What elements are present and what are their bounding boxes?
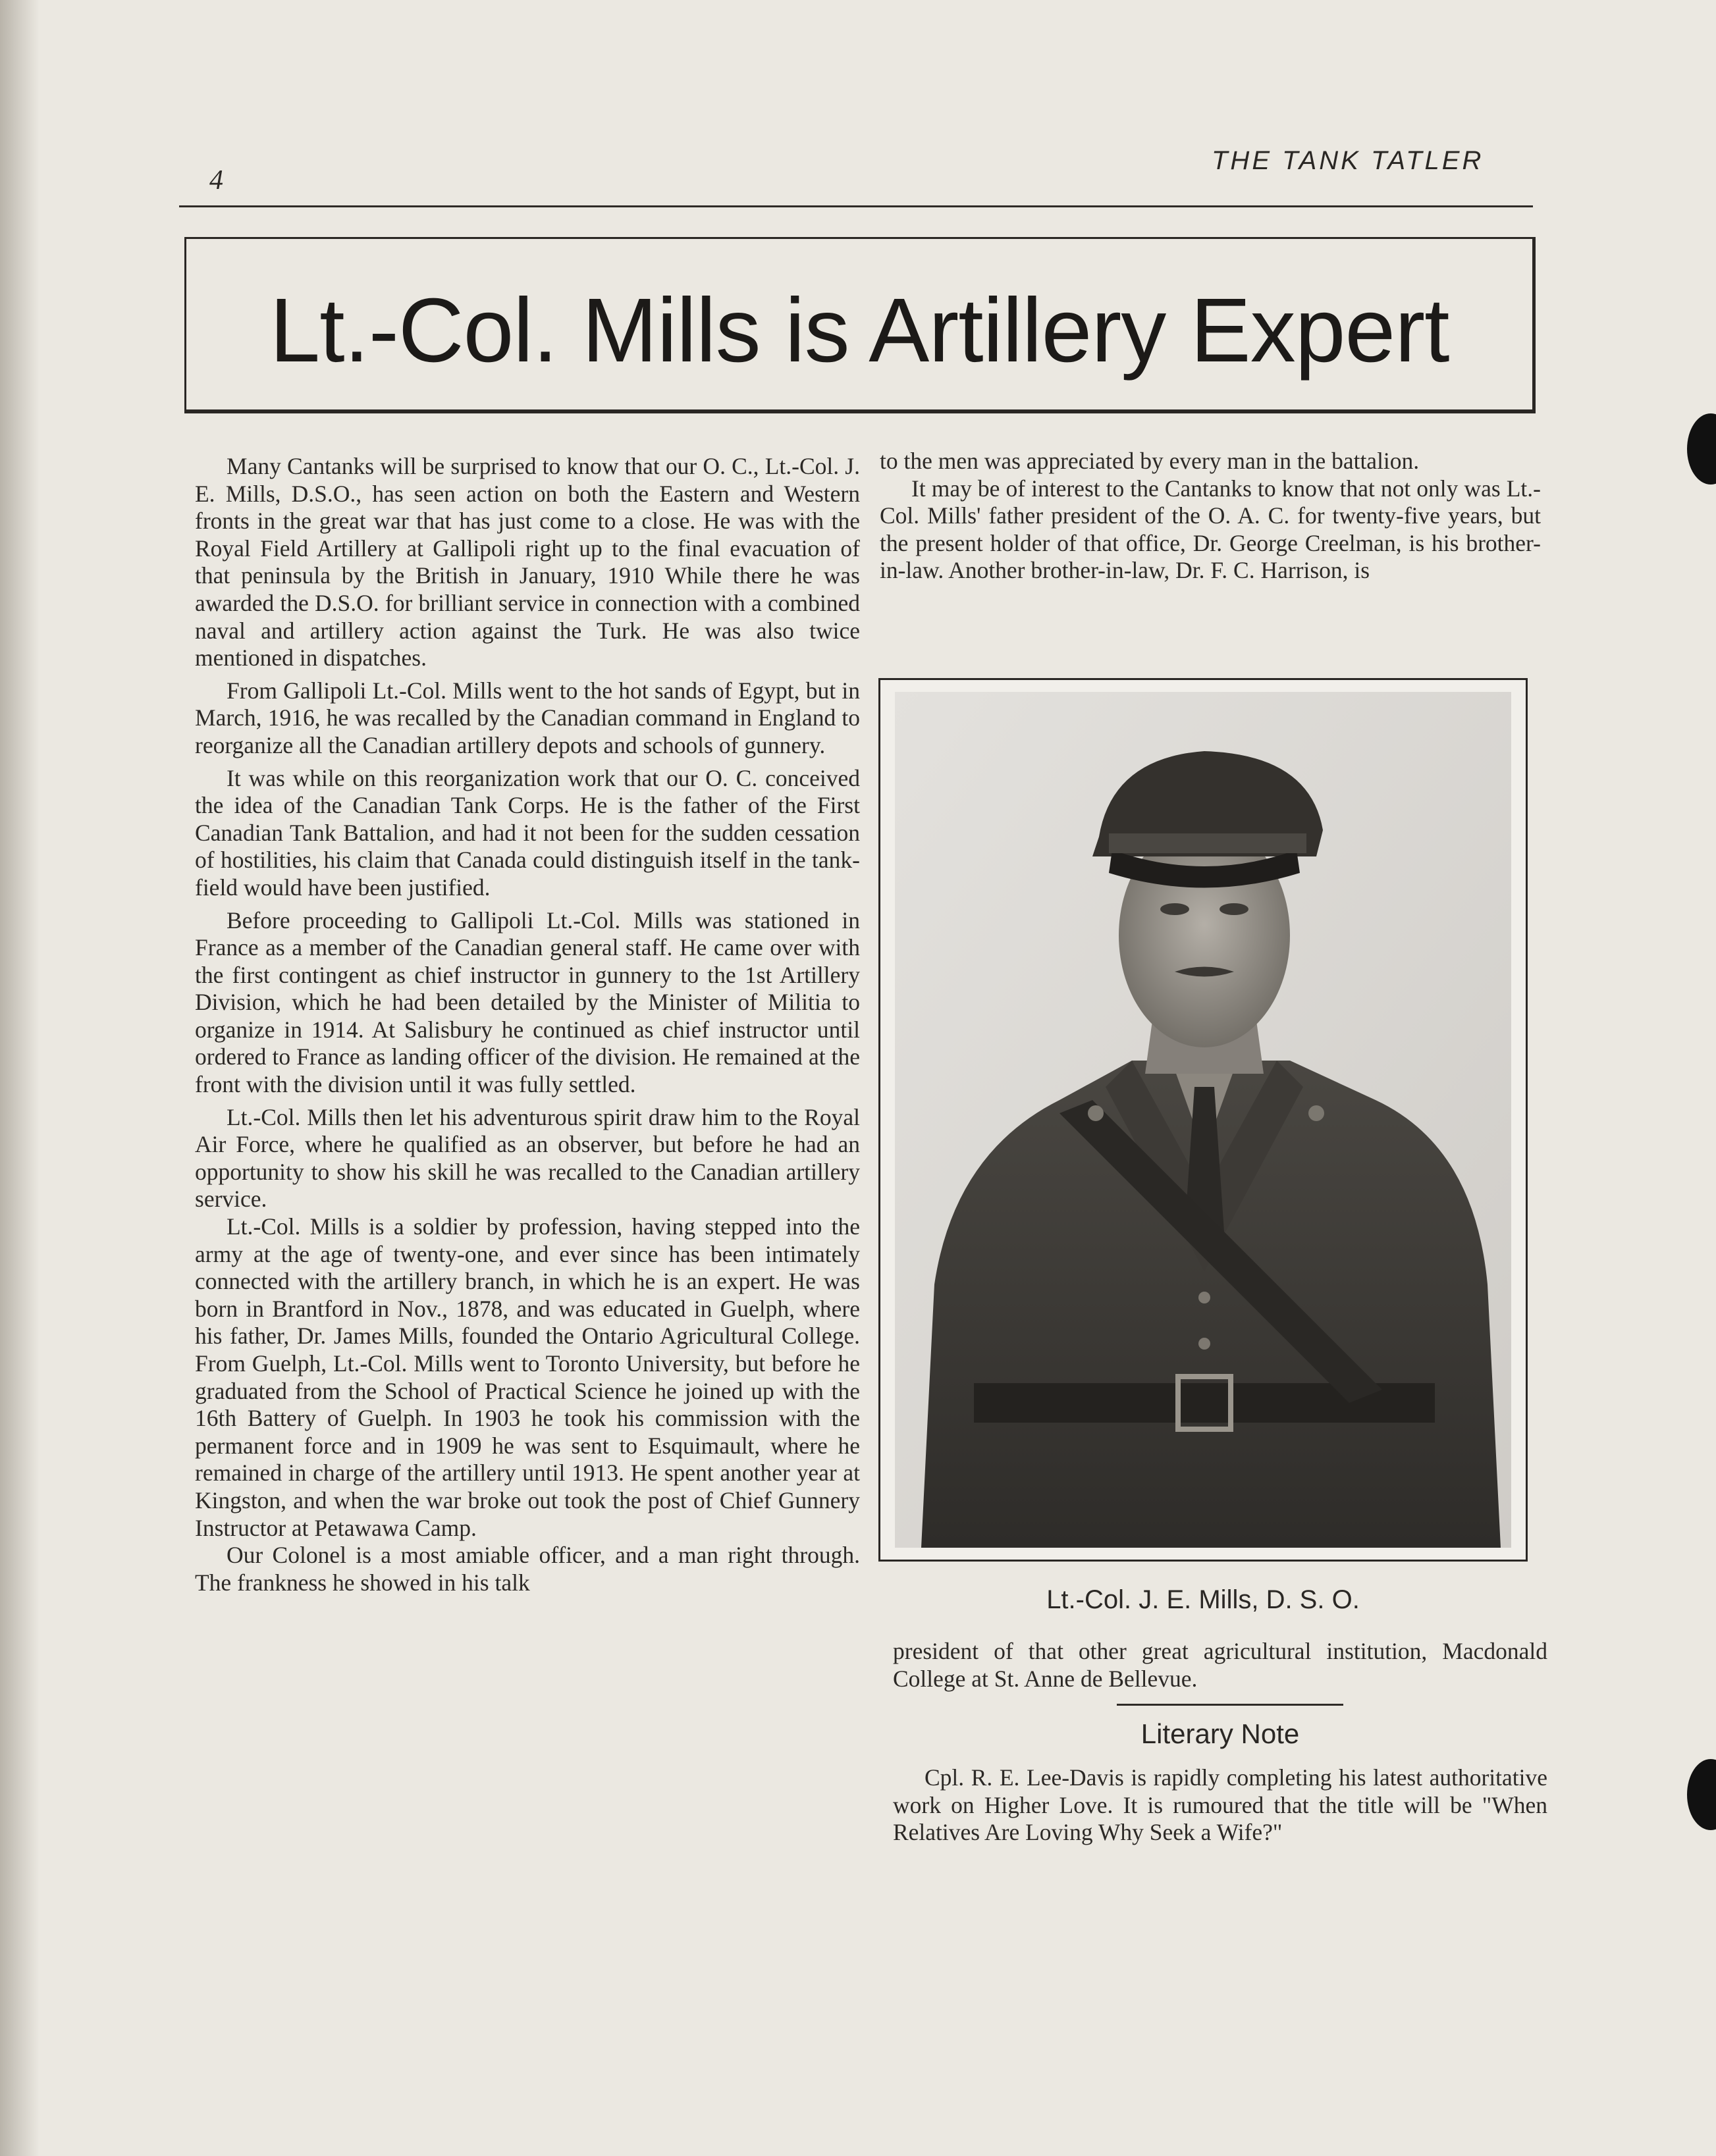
left-column [195, 453, 860, 1596]
page-edge-shadow [0, 0, 40, 2156]
paragraph: From Gallipoli Lt.-Col. Mills went to the hot sands of Egypt, but in March, 1916, he was recalled by the Canadian command in England to reorganize all the Canadian artillery depots and schools of gunnery. [195, 677, 860, 758]
paragraph: It may be of interest to the Cantanks to know that not only was Lt.-Col. Mills' father president of the O. A. C. for twenty-five years, but the present holder of that office, Dr. George Creelman, is his brother-in-law. Another brother-in-law, Dr. F. C. Harrison, is [880, 475, 1541, 584]
paragraph: Many Cantanks will be surprised to know that our O. C., Lt.-Col. J. E. Mills, D.S.O., has seen action on both the Eastern and Western fronts in the great war that has just come to a close. He was with the Royal Field Artillery at Gallipoli right up to the final evacuation of that peninsula by the British in January, 1910 While there he was awarded the D.S.O. for brilliant service in connection with a combined naval and artillery action against the Turk. He was also twice mentioned in dispatches. [195, 453, 860, 671]
literary-note-heading: Literary Note [1140, 1718, 1300, 1749]
literary-note-column [893, 1764, 1547, 1847]
paragraph-continued: to the men was appreciated by every man in the battalion. [880, 448, 1420, 474]
section-divider [1117, 1704, 1343, 1706]
portrait-image [895, 692, 1511, 1548]
portrait-photo [895, 692, 1511, 1548]
paragraph: It was while on this reorganization work that our O. C. conceived the idea of the Canadian Tank Corps. He is the father of the First Canadian Tank Battalion, and had it not been for the sudden cessation of hostilities, his claim that Canada could distinguish itself in the tank-field would have been justified. [195, 764, 860, 901]
article-headline: Lt.-Col. Mills is Artillery Expert [269, 280, 1449, 381]
binding-hole-top [1687, 413, 1716, 485]
paragraph: Lt.-Col. Mills is a soldier by profession, having stepped into the army at the age of twenty-one, and ever since has been intimately connected with the artillery branch, in which he is an expert. He was born in Brantford in Nov., 1878, and was educated in Guelph, where his father, Dr. James Mills, founded the Ontario Agricultural College. From Guelph, Lt.-Col. Mills went to Toronto University, but before he graduated from the School of Practical Science he joined up with the 16th Battery of Guelph. In 1903 he took his commission with the permanent force and in 1909 he was sent to Esquimault, where he remained in charge of the artillery until 1913. He spent another year at Kingston, and when the war broke out took the post of Chief Gunnery Instructor at Petawawa Camp. [195, 1213, 860, 1541]
paragraph-continued: president of that other great agricultural institution, Macdonald College at St. Anne de Bellevue. [893, 1638, 1547, 1692]
binding-hole-bottom [1687, 1759, 1716, 1830]
portrait-photo-frame [878, 678, 1528, 1562]
literary-note-text: Cpl. R. E. Lee-Davis is rapidly completing his latest authoritative work on Higher Love. It is rumoured that the title will be "When Relatives Are Loving Why Seek a Wife?" [893, 1764, 1547, 1846]
header-rule [179, 205, 1533, 207]
paragraph: Before proceeding to Gallipoli Lt.-Col. Mills was stationed in France as a member of the Canadian general staff. He came over with the first contingent as chief instructor in gunnery to the 1st Artillery Division, which he had been detailed by the Minister of Militia to organize in 1914. At Salisbury he continued as chief instructor until ordered to France as landing officer of the division. He remained at the front with the division until it was fully settled. [195, 907, 860, 1098]
right-column-bottom [893, 1638, 1547, 1693]
right-column-top [880, 448, 1541, 585]
photo-caption: Lt.-Col. J. E. Mills, D. S. O. [1046, 1585, 1360, 1614]
running-head: THE TANK TATLER [1212, 146, 1484, 175]
paragraph: Our Colonel is a most amiable officer, and a man right through. The frankness he showed in his talk [195, 1542, 860, 1596]
page-number: 4 [209, 165, 223, 196]
headline-box [184, 237, 1536, 413]
paragraph: Lt.-Col. Mills then let his adventurous spirit draw him to the Royal Air Force, where he qualified as an observer, but before he had an opportunity to show his skill he was recalled to the Canadian artillery service. [195, 1103, 860, 1213]
